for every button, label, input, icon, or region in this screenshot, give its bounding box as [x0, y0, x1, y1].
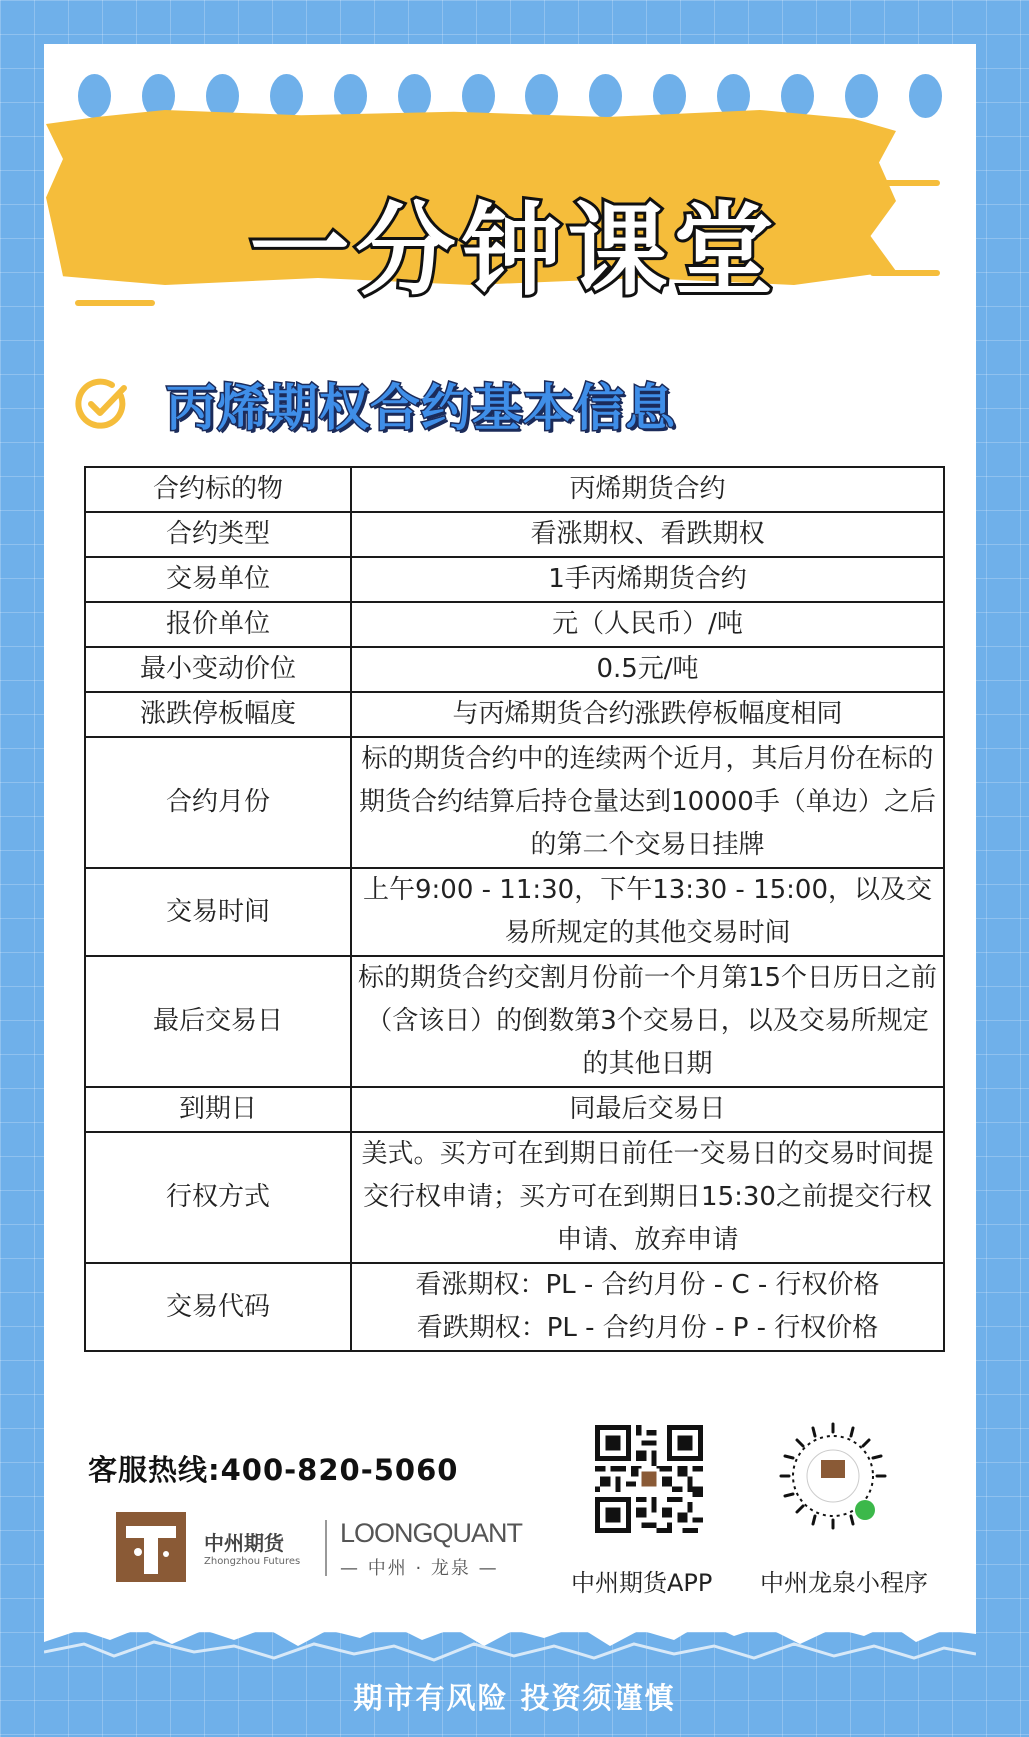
row-label: 报价单位	[85, 602, 351, 647]
row-value: 0.5元/吨	[351, 647, 944, 692]
row-label: 交易单位	[85, 557, 351, 602]
table-row	[85, 1087, 944, 1132]
binder-hole	[78, 74, 111, 118]
mini-program-qr-label: 中州龙泉小程序	[760, 1569, 928, 1597]
row-label: 最后交易日	[85, 956, 351, 1087]
row-label: 到期日	[85, 1087, 351, 1132]
row-value: 元（人民币）/吨	[351, 602, 944, 647]
row-value: 1手丙烯期货合约	[351, 557, 944, 602]
partner-logo-text: LOONGQUANT	[340, 1518, 523, 1548]
table-row	[85, 868, 944, 956]
row-value: 上午9:00 - 11:30，下午13:30 - 15:00，以及交易所规定的其他交易时间	[351, 868, 944, 956]
binder-hole	[653, 74, 686, 118]
row-label: 合约类型	[85, 512, 351, 557]
table-row	[85, 737, 944, 868]
table-row	[85, 467, 944, 512]
row-label: 涨跌停板幅度	[85, 692, 351, 737]
app-qr-code-icon[interactable]	[595, 1425, 703, 1533]
contract-info-table	[84, 466, 945, 1352]
binder-hole	[525, 74, 558, 118]
hotline-text: 客服热线:400-820-5060	[88, 1453, 459, 1487]
section-title: 丙烯期权合约基本信息	[166, 379, 676, 437]
row-value: 标的期货合约交割月份前一个月第15个日历日之前（含该日）的倒数第3个交易日，以及交易所规定的其他日期	[351, 956, 944, 1087]
row-label: 交易代码	[85, 1263, 351, 1351]
table-row	[85, 956, 944, 1087]
mini-program-qr-icon[interactable]	[777, 1420, 889, 1532]
put-code-line: 看跌期权：PL - 合约月份 - P - 行权价格	[416, 1313, 879, 1343]
check-circle-icon	[74, 376, 130, 432]
row-value	[351, 1263, 944, 1351]
brand-name-en: Zhongzhou Futures	[204, 1556, 301, 1567]
row-value: 看涨期权、看跌期权	[351, 512, 944, 557]
table-row	[85, 647, 944, 692]
binder-hole	[845, 74, 878, 118]
partner-subtitle: — 中州 · 龙泉 —	[340, 1558, 499, 1579]
binder-hole	[462, 74, 495, 118]
table-row	[85, 512, 944, 557]
table-row	[85, 557, 944, 602]
row-label: 合约月份	[85, 737, 351, 868]
brand-name-cn: 中州期货	[204, 1531, 284, 1555]
binder-hole	[781, 74, 814, 118]
binder-hole	[334, 74, 367, 118]
binder-hole	[589, 74, 622, 118]
binder-hole	[270, 74, 303, 118]
app-qr-label: 中州期货APP	[571, 1569, 713, 1597]
row-value: 标的期货合约中的连续两个近月，其后月份在标的期货合约结算后持仓量达到10000手（单边）之后的第二个交易日挂牌	[351, 737, 944, 868]
row-label: 最小变动价位	[85, 647, 351, 692]
call-code-line: 看涨期权：PL - 合约月份 - C - 行权价格	[415, 1270, 880, 1300]
row-value: 同最后交易日	[351, 1087, 944, 1132]
brand-divider	[325, 1520, 327, 1576]
torn-paper-edge	[44, 1600, 976, 1670]
row-value: 美式。买方可在到期日前任一交易日的交易时间提交行权申请；买方可在到期日15:30之前提交行权申请、放弃申请	[351, 1132, 944, 1263]
banner-streak	[880, 180, 940, 186]
binder-hole	[398, 74, 431, 118]
risk-disclaimer: 期市有风险 投资须谨慎	[353, 1681, 676, 1715]
table-row	[85, 1132, 944, 1263]
banner-streak	[70, 160, 130, 166]
table-row	[85, 1263, 944, 1351]
page-title: 一分钟课堂	[249, 192, 780, 309]
binder-hole	[206, 74, 239, 118]
row-label: 交易时间	[85, 868, 351, 956]
table-row	[85, 602, 944, 647]
row-value: 与丙烯期货合约涨跌停板幅度相同	[351, 692, 944, 737]
row-label: 行权方式	[85, 1132, 351, 1263]
row-label: 合约标的物	[85, 467, 351, 512]
zhongzhou-logo-icon	[116, 1512, 186, 1582]
row-value: 丙烯期货合约	[351, 467, 944, 512]
binder-hole	[909, 74, 942, 118]
table-row	[85, 692, 944, 737]
